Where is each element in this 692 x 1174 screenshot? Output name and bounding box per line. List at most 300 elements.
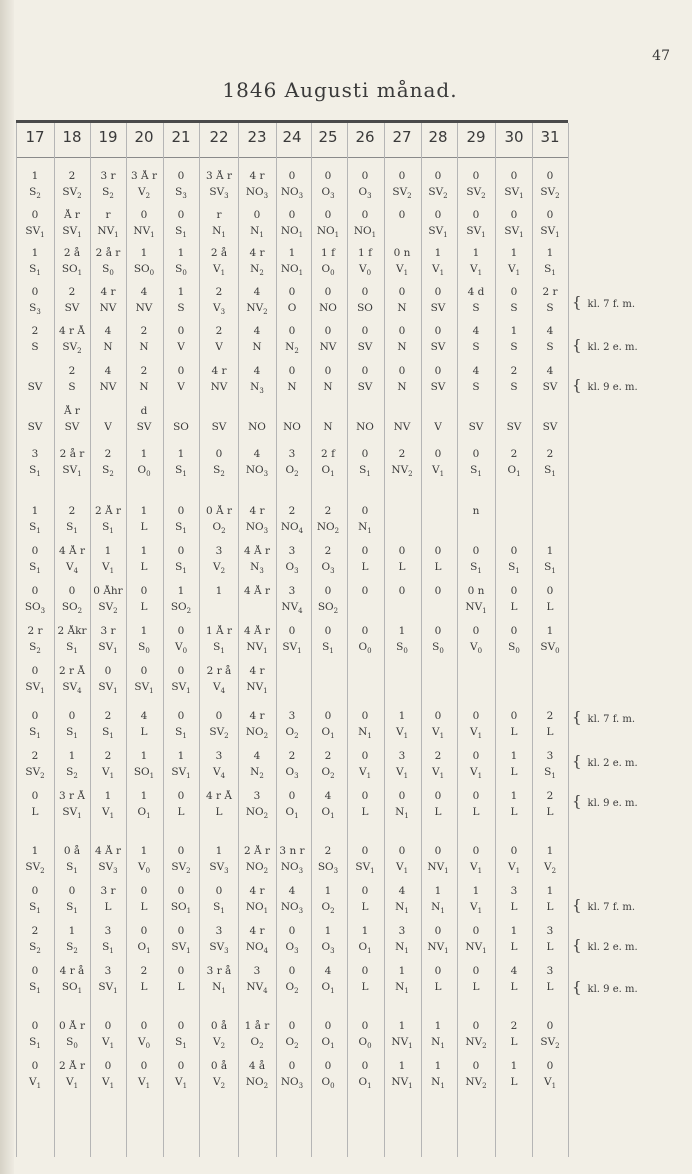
time-note [572, 708, 687, 726]
wind-value: S [177, 302, 185, 314]
cloud-value: 2 [288, 750, 296, 762]
cloud-value: 0 n [393, 247, 411, 259]
observation-cell [199, 925, 239, 954]
wind-value: $S_1$ [102, 941, 114, 954]
observation-cell [530, 505, 570, 534]
wind-value: $SV_2$ [540, 1036, 560, 1049]
wind-value: $SV_1$ [540, 225, 560, 238]
wind-value: $SV_1$ [428, 225, 448, 238]
observation-cell [456, 625, 496, 654]
observation-cell [88, 665, 128, 694]
observation-cell [345, 209, 385, 238]
wind-value: N [139, 341, 149, 353]
cloud-value: 2 [68, 365, 76, 377]
cloud-value: 2 Å r [244, 845, 270, 857]
wind-value: $NV_1$ [427, 941, 449, 954]
wind-value: $N_1$ [431, 901, 445, 914]
wind-value: $S_2$ [29, 641, 41, 654]
cloud-value: 0 [434, 545, 442, 557]
cloud-value [418, 665, 458, 678]
observation-cell [272, 585, 312, 614]
wind-value: N [287, 381, 297, 393]
observation-cell [494, 885, 534, 914]
wind-value: $O_1$ [507, 464, 521, 477]
cloud-value: 0 [398, 790, 406, 802]
cloud-value: 1 [510, 790, 518, 802]
observation-cell [52, 750, 92, 779]
wind-value: $V_1$ [212, 263, 226, 276]
wind-value: SV [430, 341, 446, 353]
cloud-value: 3 [288, 448, 296, 460]
observation-cell [418, 1060, 458, 1089]
wind-value: $SO_3$ [317, 861, 339, 874]
cloud-value [272, 665, 312, 678]
wind-value: $O_3$ [321, 941, 335, 954]
observation-cell [199, 545, 239, 574]
wind-value: $V_4$ [212, 766, 226, 779]
wind-value: L [546, 981, 554, 993]
wind-value: $V_1$ [174, 1076, 188, 1089]
observation-cell [237, 325, 277, 354]
wind-value: SV [64, 421, 80, 433]
observation-cell [15, 845, 55, 874]
observation-cell [124, 845, 164, 874]
wind-value: $V_2$ [212, 1036, 226, 1049]
cloud-value: 4 Å r [95, 845, 121, 857]
observation-cell [494, 585, 534, 614]
wind-value: L [177, 806, 185, 818]
wind-value: $N_1$ [395, 806, 409, 819]
wind-value [345, 681, 385, 694]
wind-value: S [68, 381, 76, 393]
observation-cell [418, 965, 458, 994]
cloud-value: 1 [140, 845, 148, 857]
wind-value: SV [506, 421, 522, 433]
cloud-value [382, 405, 422, 418]
cloud-value: 4 [510, 965, 518, 977]
wind-value: $N_1$ [431, 1076, 445, 1089]
wind-value: N [252, 341, 262, 353]
wind-value: L [510, 726, 518, 738]
cloud-value: 0 å [63, 845, 81, 857]
observation-cell [52, 965, 92, 994]
wind-value: $SV_0$ [540, 641, 560, 654]
wind-value: $NV_1$ [246, 641, 268, 654]
cloud-value [418, 405, 458, 418]
wind-value: S [510, 302, 518, 314]
observation-cell [382, 845, 422, 874]
wind-value: $V_1$ [469, 901, 483, 914]
cloud-value: 0 [361, 845, 369, 857]
observation-cell [15, 170, 55, 199]
observation-cell [418, 625, 458, 654]
cloud-value: 1 [510, 750, 518, 762]
observation-cell [382, 286, 422, 315]
cloud-value: 2 [324, 845, 332, 857]
cloud-value: 1 [434, 885, 442, 897]
wind-value [272, 681, 312, 694]
observation-cell [272, 710, 312, 739]
observation-cell [15, 710, 55, 739]
wind-value: $NO_3$ [245, 464, 269, 477]
observation-cell [161, 845, 201, 874]
time-note-label: kl. 9 e. m. [587, 984, 638, 995]
cloud-value: 2 [398, 448, 406, 460]
observation-cell [52, 286, 92, 315]
cloud-value: 0 [472, 1020, 480, 1032]
observation-cell [161, 885, 201, 914]
wind-value: NV [210, 381, 228, 393]
time-note-label: kl. 7 f. m. [587, 902, 636, 913]
wind-value: $V_1$ [65, 1076, 79, 1089]
wind-value: $SV_2$ [62, 186, 82, 199]
cloud-value: 0 [104, 1060, 112, 1072]
cloud-value: 4 r [249, 665, 265, 677]
wind-value: $SV_1$ [25, 681, 45, 694]
cloud-value: 3 r [100, 625, 116, 637]
observation-cell [382, 790, 422, 819]
wind-value: $O_3$ [321, 561, 335, 574]
cloud-value: 2 å r [59, 448, 85, 460]
observation-cell [382, 170, 422, 199]
wind-value: $V_2$ [212, 1076, 226, 1089]
observation-cell [345, 845, 385, 874]
wind-value: L [361, 901, 369, 913]
cloud-value: 3 r Å [59, 790, 85, 802]
day-header: 17 [25, 128, 45, 146]
cloud-value: 2 [324, 750, 332, 762]
observation-cell [272, 209, 312, 238]
wind-value: $S_2$ [66, 941, 78, 954]
observation-cell [88, 925, 128, 954]
observation-cell [237, 209, 277, 238]
brace-mark: { [572, 293, 582, 311]
cloud-value: 3 [104, 965, 112, 977]
wind-value: $V_1$ [507, 263, 521, 276]
observation-cell [382, 965, 422, 994]
cloud-value: 0 [398, 365, 406, 377]
observation-cell [52, 448, 92, 477]
observation-cell [88, 885, 128, 914]
wind-value: $SV_2$ [428, 186, 448, 199]
cloud-value: 3 [31, 448, 39, 460]
page-number: 47 [652, 48, 670, 64]
cloud-value: 0 [140, 209, 148, 221]
cloud-value: 4 r å [59, 965, 85, 977]
wind-value: L [140, 901, 148, 913]
cloud-value: 4 [253, 286, 261, 298]
observation-cell [272, 448, 312, 477]
wind-value: L [361, 806, 369, 818]
cloud-value: 2 [215, 325, 223, 337]
cloud-value: 4 [104, 365, 112, 377]
wind-value: $SV_3$ [98, 861, 118, 874]
cloud-value: 0 [31, 790, 39, 802]
observation-cell [88, 625, 128, 654]
observation-cell [382, 1060, 422, 1089]
observation-cell [88, 545, 128, 574]
observation-cell [456, 885, 496, 914]
observation-cell [52, 925, 92, 954]
cloud-value: 2 [510, 365, 518, 377]
cloud-value: 0 [288, 1060, 296, 1072]
wind-value: $NO_3$ [280, 186, 304, 199]
observation-cell [418, 710, 458, 739]
wind-value: L [398, 561, 406, 573]
wind-value: $NO_2$ [316, 521, 340, 534]
observation-cell [124, 965, 164, 994]
brace-mark: { [572, 792, 582, 810]
day-header: 28 [428, 128, 448, 146]
cloud-value: 0 [398, 325, 406, 337]
cloud-value: 0 [361, 710, 369, 722]
cloud-value: 0 [324, 710, 332, 722]
cloud-value [530, 405, 570, 418]
observation-cell [88, 1020, 128, 1049]
cloud-value: 1 [546, 625, 554, 637]
wind-value: $SO_1$ [61, 263, 83, 276]
observation-cell [272, 1060, 312, 1089]
observation-cell [237, 286, 277, 315]
wind-value: $O_1$ [285, 806, 299, 819]
cloud-value: 0 [472, 1060, 480, 1072]
wind-value: $V_1$ [137, 1076, 151, 1089]
observation-cell [345, 365, 385, 394]
observation-cell [382, 1020, 422, 1049]
wind-value: $S_1$ [213, 641, 225, 654]
wind-value: $SV_1$ [171, 941, 191, 954]
cloud-value: 0 [140, 665, 148, 677]
observation-cell [15, 965, 55, 994]
cloud-value: 1 [177, 286, 185, 298]
wind-value: $NO_3$ [245, 186, 269, 199]
cloud-value: 0 [177, 1060, 185, 1072]
wind-value: L [510, 601, 518, 613]
wind-value: $NV_1$ [391, 1036, 413, 1049]
time-note-label: kl. 2 e. m. [587, 942, 638, 953]
wind-value: $NO_3$ [280, 1076, 304, 1089]
wind-value: $N_2$ [250, 766, 264, 779]
cloud-value: 1 [140, 625, 148, 637]
wind-value: $V_1$ [101, 766, 115, 779]
wind-value: $SV_2$ [466, 186, 486, 199]
cloud-value: 0 [140, 1020, 148, 1032]
observation-cell [456, 965, 496, 994]
cloud-value: 0 [472, 845, 480, 857]
wind-value: $O_1$ [321, 806, 335, 819]
cloud-value [272, 405, 312, 418]
wind-value: $V_0$ [174, 641, 188, 654]
observation-cell [272, 665, 312, 694]
time-note-label: kl. 9 e. m. [587, 798, 638, 809]
cloud-value: 1 [510, 925, 518, 937]
cloud-value: 0 [68, 585, 76, 597]
cloud-value: 1 [140, 247, 148, 259]
cloud-value: 2 å r [95, 247, 121, 259]
observation-cell [456, 505, 496, 534]
cloud-value: 2 Å r [59, 1060, 85, 1072]
wind-value: SV [64, 302, 80, 314]
cloud-value: 0 [324, 1020, 332, 1032]
cloud-value: 3 [546, 750, 554, 762]
wind-value: $S_1$ [175, 561, 187, 574]
observation-cell [15, 1020, 55, 1049]
observation-cell [308, 625, 348, 654]
cloud-value: 4 r Å [206, 790, 232, 802]
observation-cell [199, 965, 239, 994]
wind-value: $V_1$ [101, 1036, 115, 1049]
observation-cell [382, 365, 422, 394]
wind-value: $SV_1$ [134, 681, 154, 694]
observation-cell [161, 585, 201, 614]
wind-value: $O_0$ [358, 641, 372, 654]
cloud-value: 0 [288, 790, 296, 802]
cloud-value: 1 [546, 545, 554, 557]
cloud-value: 1 [510, 325, 518, 337]
observation-cell [124, 625, 164, 654]
cloud-value: 4 Å r [59, 545, 85, 557]
observation-cell [272, 625, 312, 654]
observation-cell [494, 925, 534, 954]
cloud-value: 0 [434, 585, 442, 597]
cloud-value: 0 [361, 325, 369, 337]
wind-value: $N_3$ [250, 561, 264, 574]
wind-value: $S_1$ [29, 521, 41, 534]
wind-value: $S_0$ [138, 641, 150, 654]
observation-cell [237, 505, 277, 534]
observation-cell [382, 448, 422, 477]
wind-value: L [361, 981, 369, 993]
cloud-value: 0 [472, 925, 480, 937]
observation-cell [199, 325, 239, 354]
observation-cell [345, 247, 385, 276]
observation-cell [530, 247, 570, 276]
cloud-value: 0 [546, 585, 554, 597]
cloud-value: 3 [546, 965, 554, 977]
cloud-value: 1 [398, 625, 406, 637]
cloud-value [530, 505, 570, 518]
cloud-value: 0 [324, 209, 332, 221]
cloud-value: Å r [64, 405, 80, 417]
observation-cell [418, 286, 458, 315]
wind-value: $NV_1$ [246, 681, 268, 694]
wind-value: $V_1$ [101, 561, 115, 574]
cloud-value: 0 [510, 710, 518, 722]
wind-value: $O_1$ [358, 941, 372, 954]
cloud-value: 4 [546, 365, 554, 377]
cloud-value: 2 [510, 448, 518, 460]
cloud-value: 4 [253, 750, 261, 762]
observation-cell [308, 925, 348, 954]
cloud-value: 0 [31, 965, 39, 977]
cloud-value: 1 [177, 750, 185, 762]
cloud-value: 2 r Å [59, 665, 85, 677]
observation-cell [530, 585, 570, 614]
time-note [572, 293, 687, 311]
cloud-value: 2 [68, 286, 76, 298]
wind-value: L [434, 561, 442, 573]
wind-value: $V_4$ [212, 681, 226, 694]
day-header: 19 [98, 128, 118, 146]
cloud-value: 0 [361, 209, 369, 221]
observation-cell [52, 1060, 92, 1089]
wind-value: $S_1$ [66, 861, 78, 874]
cloud-value [418, 505, 458, 518]
observation-cell [494, 365, 534, 394]
observation-cell [161, 665, 201, 694]
observation-cell [382, 325, 422, 354]
observation-cell [15, 545, 55, 574]
wind-value: $N_1$ [212, 225, 226, 238]
observation-cell [308, 965, 348, 994]
observation-cell [530, 286, 570, 315]
wind-value: $S_2$ [102, 464, 114, 477]
cloud-value: 1 [31, 247, 39, 259]
time-note [572, 336, 687, 354]
observation-cell [199, 665, 239, 694]
observation-cell [418, 170, 458, 199]
cloud-value: 0 [253, 209, 261, 221]
time-note-label: kl. 9 e. m. [587, 382, 638, 393]
wind-value: $V_1$ [101, 806, 115, 819]
observation-cell [52, 325, 92, 354]
cloud-value: 0 [546, 1020, 554, 1032]
observation-cell [456, 665, 496, 694]
observation-cell [272, 247, 312, 276]
cloud-value: 0 [510, 625, 518, 637]
observation-cell [88, 448, 128, 477]
cloud-value: 4 r [100, 286, 116, 298]
wind-value: L [472, 806, 480, 818]
wind-value: $NV_4$ [246, 981, 268, 994]
wind-value: L [140, 601, 148, 613]
cloud-value: 1 [361, 925, 369, 937]
wind-value: $SV_4$ [62, 681, 82, 694]
observation-cell [237, 845, 277, 874]
wind-value: $N_3$ [250, 381, 264, 394]
wind-value: $S_2$ [29, 941, 41, 954]
observation-cell [237, 710, 277, 739]
wind-value: $V_0$ [137, 1036, 151, 1049]
day-header: 27 [392, 128, 412, 146]
wind-value: $SV_1$ [355, 861, 375, 874]
cloud-value: 0 [472, 965, 480, 977]
day-header: 24 [282, 128, 302, 146]
observation-cell [494, 665, 534, 694]
observation-cell [161, 209, 201, 238]
cloud-value: 1 [215, 845, 223, 857]
observation-cell [272, 365, 312, 394]
wind-value: $NV_1$ [427, 861, 449, 874]
cloud-value: 3 [398, 925, 406, 937]
wind-value: $S_1$ [470, 561, 482, 574]
cloud-value: 0 [361, 885, 369, 897]
cloud-value: 0 [434, 845, 442, 857]
observation-cell [494, 790, 534, 819]
wind-value: NO [319, 302, 337, 314]
observation-cell [272, 405, 312, 434]
day-header: 22 [209, 128, 229, 146]
wind-value: SO [357, 302, 373, 314]
observation-cell [530, 325, 570, 354]
cloud-value: 0 [361, 365, 369, 377]
cloud-value: 3 [215, 750, 223, 762]
wind-value: $S_2$ [213, 464, 225, 477]
cloud-value: 0 Å r [206, 505, 232, 517]
observation-cell [124, 365, 164, 394]
wind-value: $V_1$ [395, 263, 409, 276]
cloud-value: 0 [472, 710, 480, 722]
